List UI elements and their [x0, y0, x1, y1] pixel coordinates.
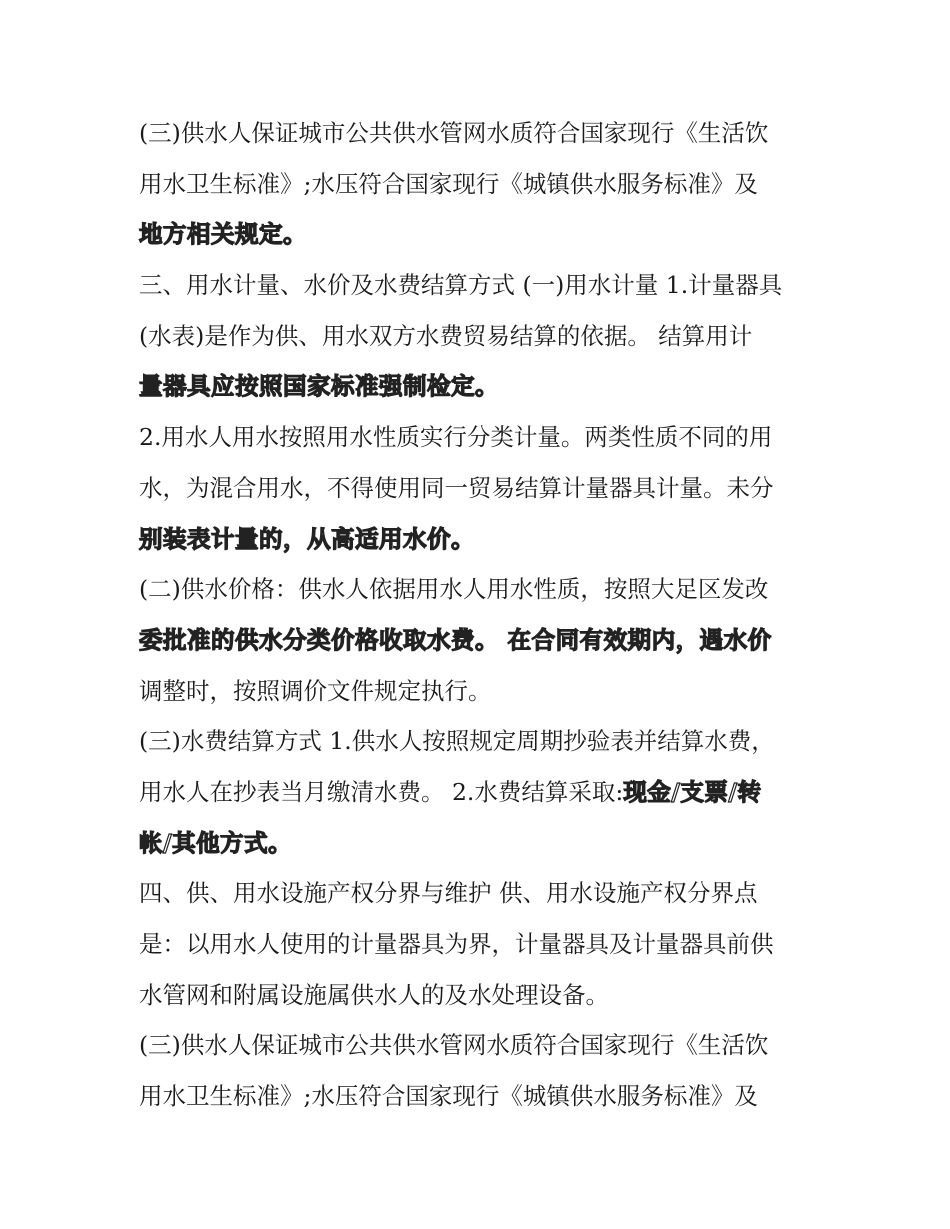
text-line	[139, 361, 829, 412]
text-line	[139, 970, 829, 1021]
text-run: (二)供水价格：供水人依据用水人用水性质，按照大足区发改	[139, 575, 769, 604]
outlined-text-run: 委批准的供水分类价格收取水费。 在合同有效期内，遇水价	[139, 625, 772, 654]
text-line	[139, 260, 829, 311]
outlined-text-run: 现金/支票/转	[623, 777, 762, 806]
text-line	[139, 564, 829, 615]
text-run: 是：以用水人使用的计量器具为界，计量器具及计量器具前供	[139, 930, 774, 958]
text-line	[139, 311, 829, 362]
text-run: 2.用水人用水按照用水性质实行分类计量。两类性质不同的用	[139, 423, 773, 452]
text-line	[139, 868, 829, 919]
outlined-text-run: 地方相关规定。	[139, 220, 307, 249]
text-line	[139, 615, 829, 666]
text-run: 用水人在抄表当月缴清水费。 2.水费结算采取:	[139, 777, 624, 806]
text-line	[139, 108, 829, 159]
text-run: 用水卫生标准》;水压符合国家现行《城镇供水服务标准》及	[139, 1082, 758, 1111]
text-run: 四、供、用水设施产权分界与维护 供、用水设施产权分界点	[139, 879, 758, 908]
text-run: (三)供水人保证城市公共供水管网水质符合国家现行《生活饮	[139, 1031, 769, 1060]
text-run: 水，为混合用水，不得使用同一贸易结算计量器具计量。未分	[139, 473, 774, 502]
text-line	[139, 1071, 829, 1122]
text-line	[139, 666, 829, 717]
text-line	[139, 159, 829, 210]
text-line	[139, 463, 829, 514]
document-body	[139, 108, 829, 1122]
outlined-text-run: 量器具应按照国家标准强制检定。	[139, 372, 499, 401]
text-line	[139, 209, 829, 260]
text-run: 调整时，按照调价文件规定执行。	[139, 676, 492, 705]
text-run: (三)供水人保证城市公共供水管网水质符合国家现行《生活饮	[139, 119, 769, 147]
text-run: 用水卫生标准》;水压符合国家现行《城镇供水服务标准》及	[139, 169, 758, 198]
text-run: 水管网和附属设施属供水人的及水处理设备。	[139, 980, 609, 1009]
outlined-text-run: 别装表计量的，从高适用水价。	[139, 524, 475, 553]
outlined-text-run: 帐/其他方式。	[139, 828, 293, 857]
text-line	[139, 818, 829, 869]
text-line	[139, 919, 829, 970]
text-run: (三)水费结算方式 1.供水人按照规定周期抄验表并结算水费，	[139, 727, 775, 756]
text-line	[139, 412, 829, 463]
text-line	[139, 716, 829, 767]
text-line	[139, 1020, 829, 1071]
text-line	[139, 767, 829, 818]
text-run: (水表)是作为供、用水双方水费贸易结算的依据。 结算用计	[139, 321, 753, 350]
text-run: 三、用水计量、水价及水费结算方式 (一)用水计量 1.计量器具	[139, 271, 783, 300]
text-line	[139, 514, 829, 565]
